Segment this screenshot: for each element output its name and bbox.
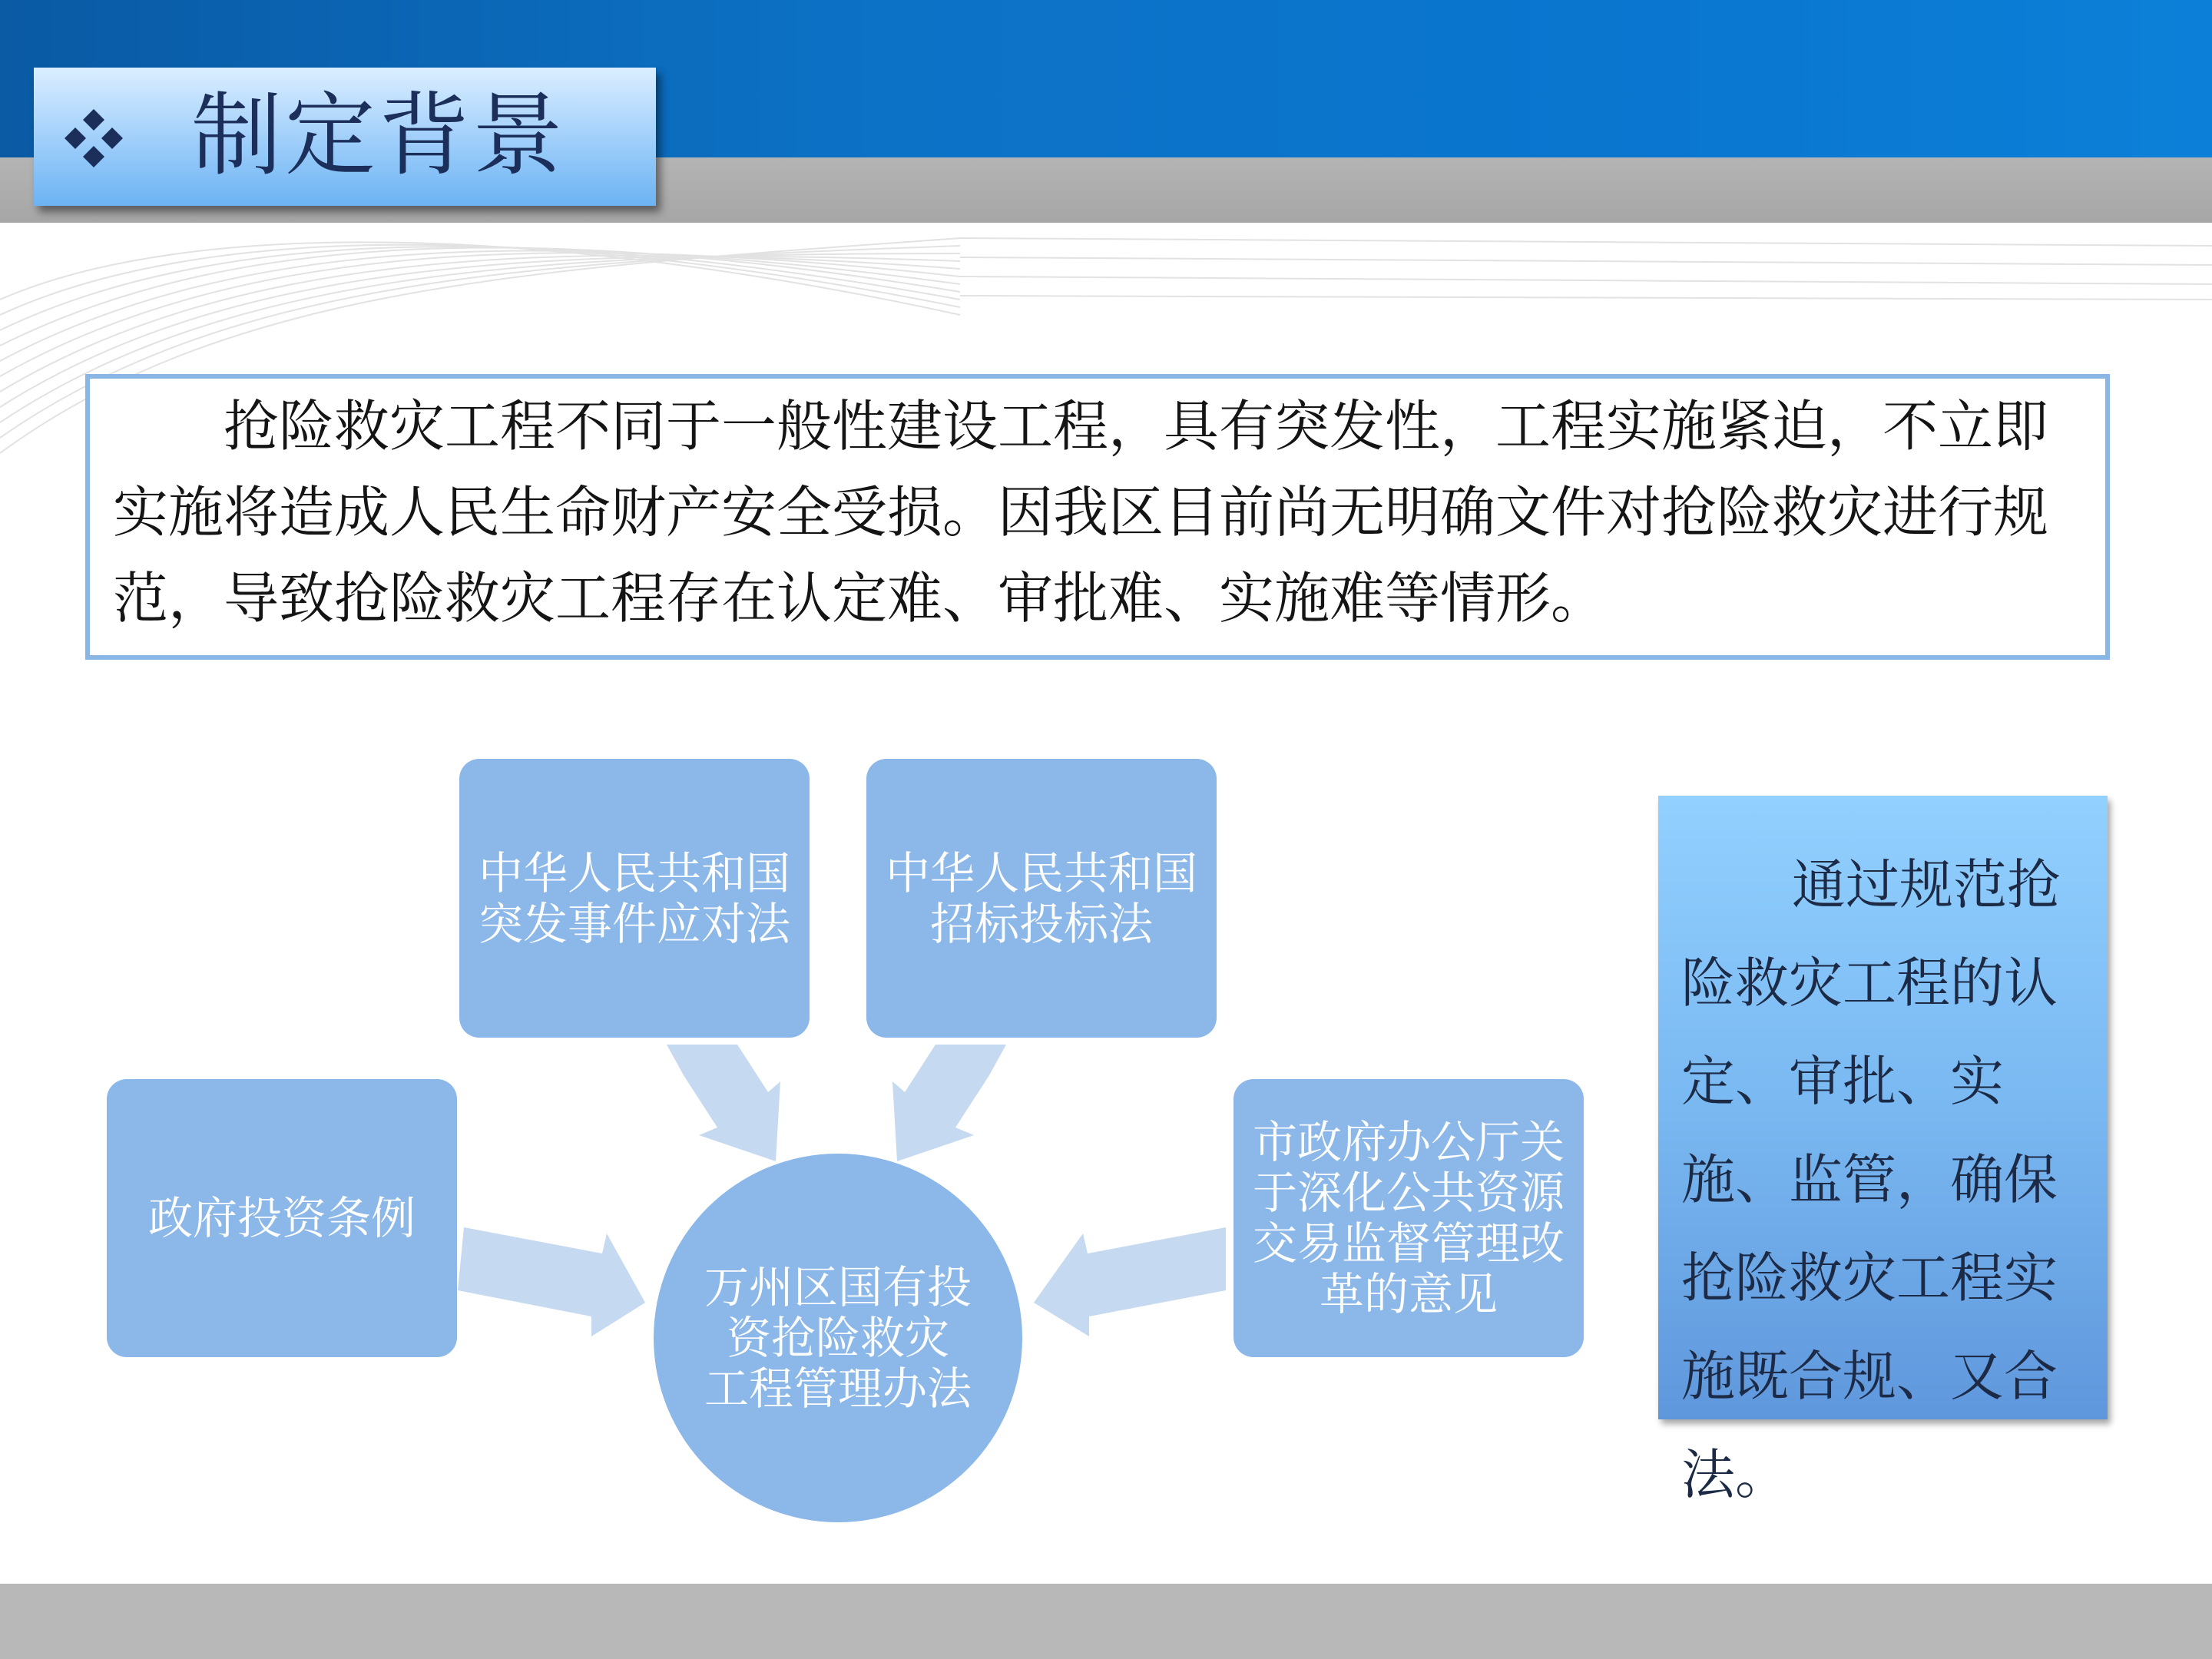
law-node-label: 政府投资条例 — [147, 1192, 416, 1244]
arrow-from-city-opinion-icon — [1034, 1227, 1226, 1336]
law-node-city-office-opinion — [1233, 1079, 1584, 1357]
arrow-from-emergency-law-icon — [667, 1045, 780, 1161]
law-node-gov-investment-regulation — [107, 1079, 457, 1357]
arrow-from-gov-regulation-icon — [458, 1227, 645, 1336]
law-node-label: 中华人民共和国 招标投标法 — [885, 846, 1197, 950]
law-node-bidding — [866, 759, 1217, 1038]
purpose-note-box — [1658, 796, 2108, 1506]
law-node-emergency-response — [459, 759, 810, 1038]
four-diamond-bullet-icon — [63, 108, 124, 169]
law-node-label: 市政府办公厅关 于深化公共资源 交易监督管理改 革的意见 — [1252, 1116, 1565, 1320]
page-title: 制定背景 — [191, 82, 567, 188]
arrow-from-bidding-law-icon — [892, 1045, 1006, 1161]
footer-gray-band — [0, 1584, 2212, 1659]
intro-paragraph: 抢险救灾工程不同于一般性建设工程，具有突发性，工程实施紧迫，不立即实施将造成人民生命财产安全受损。因我区目前尚无明确文件对抢险救灾进行规范，导致抢险救灾工程存在认定难、审批难、实施难等情形。 — [113, 394, 2049, 631]
law-node-label: 中华人民共和国 突发事件应对法 — [478, 846, 790, 950]
intro-text-box — [85, 374, 2110, 660]
center-node-label: 万州区国有投 资抢险救灾 工程管理办法 — [704, 1261, 972, 1415]
center-node-management-measures — [654, 1154, 1022, 1522]
title-banner — [34, 68, 656, 206]
purpose-note-text: 通过规范抢险救灾工程的认定、审批、实施、监管，确保抢险救灾工程实施既合规、又合法。 — [1681, 853, 2061, 1506]
